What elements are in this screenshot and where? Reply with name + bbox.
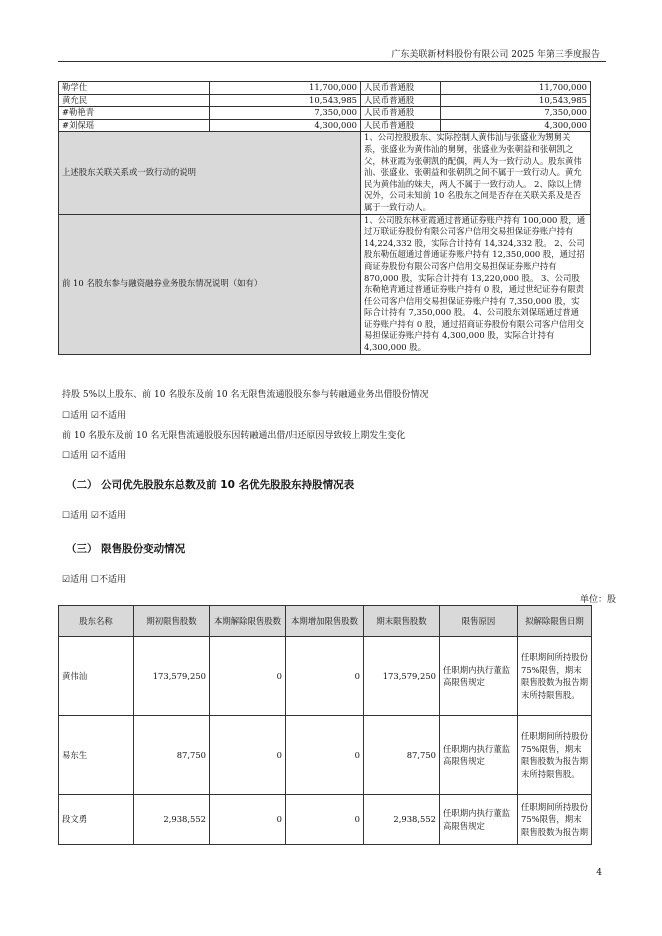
header-divider <box>58 61 606 62</box>
column-header: 限售原因 <box>440 606 518 637</box>
release-date: 任职期间所持股份 75%限售，期末限售股数为报告期 <box>518 795 592 845</box>
share-type: 人民币普通股 <box>361 107 441 120</box>
start-restricted: 2,938,552 <box>134 795 210 845</box>
holder-name: 黄伟汕 <box>59 637 134 716</box>
top-holders-table <box>58 81 591 355</box>
release-date: 任职期间所持股份 75%限售，期末限售股数为报告期末所持限售股。 <box>518 716 592 795</box>
holder-name: #刘保瑶 <box>59 119 210 132</box>
share-type: 人民币普通股 <box>361 94 441 107</box>
table-row <box>59 795 592 845</box>
column-header: 期初限售股数 <box>134 606 210 637</box>
section-3-option: ☑适用 ☐不适用 <box>62 575 126 585</box>
table-row <box>59 107 591 120</box>
restriction-reason: 任职期内执行董监高限售规定 <box>440 637 518 716</box>
relation-text: 1、公司控股股东、实际控制人黄伟汕与张盛业为甥舅关系，张盛业为黄伟汕的舅舅，张盛业为张朝益和张朝凯之父，林亚霞为张朝凯的配偶，两人为一致行动人。股东黄伟汕、张盛业、张朝益和张朝凯之间不属于一致行动人。黄允民为黄伟汕的妹夫，两人不属于一致行动人。 2、除以上情况外，公司未知前 10 名股东之间是否存在关联关系及是否属于一致行动人。 <box>361 132 591 214</box>
table-row <box>59 716 592 795</box>
share-type-qty: 4,300,000 <box>441 119 591 132</box>
holder-name: 黄允民 <box>59 94 210 107</box>
share-type-qty: 11,700,000 <box>441 82 591 95</box>
column-header: 本期增加限售股数 <box>286 606 364 637</box>
holder-name: 勒学仕 <box>59 82 210 95</box>
column-header: 股东名称 <box>59 606 134 637</box>
table-row <box>59 637 592 716</box>
holder-qty: 4,300,000 <box>210 119 361 132</box>
holder-qty: 10,543,985 <box>210 94 361 107</box>
released-restricted: 0 <box>210 795 286 845</box>
released-restricted: 0 <box>210 637 286 716</box>
change-note: 前 10 名股东及前 10 名无限售流通股股东因转融通出借/归还原因导致较上期发生变化 <box>62 431 406 441</box>
restricted-shares-table <box>58 605 592 845</box>
end-restricted: 87,750 <box>364 716 440 795</box>
share-type-qty: 10,543,985 <box>441 94 591 107</box>
lend-note: 持股 5%以上股东、前 10 名股东及前 10 名无限售流通股股东参与转融通业务出借股份情况 <box>62 390 429 400</box>
holder-name: 段文勇 <box>59 795 134 845</box>
holder-name: 易东生 <box>59 716 134 795</box>
end-restricted: 2,938,552 <box>364 795 440 845</box>
table-header-row <box>59 606 592 637</box>
added-restricted: 0 <box>286 637 364 716</box>
holder-name: #勒艳青 <box>59 107 210 120</box>
released-restricted: 0 <box>210 716 286 795</box>
section-2-title: （二） 公司优先股股东总数及前 10 名优先股股东持股情况表 <box>66 479 355 491</box>
table-row <box>59 94 591 107</box>
page-number: 4 <box>596 868 602 878</box>
table-row <box>59 119 591 132</box>
margin-text: 1、公司股东林亚霞通过普通证券账户持有 100,000 股，通过万联证券股份有限公司客户信用交易担保证券账户持有 14,224,332 股，实际合计持有 14,324,332 股。 2、公司股东勒伍超通过普通证券账户持有 12,350,000 股，通过招商证券股份有限公司客户信用交易担保证券账户持有 870,000 股，实际合计持有 13,220,000 股。 3、公司股东勒艳青通过普通证券账户持有 0 股，通过世纪证券有限责任公司客户信用交易担保证券账户持有 7,350,000 股，实际合计持有 7,350,000 股。 4、公司股东刘保瑶通过普通证券账户持有 0 股，通过招商证券股份有限公司客户信用交易担保证券账户持有 4,300,000 股，实际合计持有 4,300,000 股。 <box>361 214 591 354</box>
start-restricted: 87,750 <box>134 716 210 795</box>
column-header: 本期解除限售股数 <box>210 606 286 637</box>
added-restricted: 0 <box>286 716 364 795</box>
margin-label: 前 10 名股东参与融资融券业务股东情况说明（如有） <box>59 214 361 354</box>
column-header: 期末限售股数 <box>364 606 440 637</box>
holder-qty: 11,700,000 <box>210 82 361 95</box>
margin-row <box>59 214 591 354</box>
section-2-option: ☐适用 ☑不适用 <box>62 511 126 521</box>
relation-label: 上述股东关联关系或一致行动的说明 <box>59 132 361 214</box>
section-3-title: （三） 限售股份变动情况 <box>66 543 186 555</box>
report-header: 广东美联新材料股份有限公司 2025 年第三季度报告 <box>391 50 600 60</box>
holder-qty: 7,350,000 <box>210 107 361 120</box>
change-option: ☐适用 ☑不适用 <box>62 451 126 461</box>
share-type-qty: 7,350,000 <box>441 107 591 120</box>
restriction-reason: 任职期内执行董监高限售规定 <box>440 795 518 845</box>
share-type: 人民币普通股 <box>361 119 441 132</box>
start-restricted: 173,579,250 <box>134 637 210 716</box>
lend-option: ☐适用 ☑不适用 <box>62 411 126 421</box>
share-type: 人民币普通股 <box>361 82 441 95</box>
unit-label: 单位：股 <box>579 595 616 605</box>
relation-row <box>59 132 591 214</box>
release-date: 任职期间所持股份 75%限售，期末限售股数为报告期末所持限售股。 <box>518 637 592 716</box>
end-restricted: 173,579,250 <box>364 637 440 716</box>
column-header: 拟解除限售日期 <box>518 606 592 637</box>
table-row <box>59 82 591 95</box>
added-restricted: 0 <box>286 795 364 845</box>
restriction-reason: 任职期内执行董监高限售规定 <box>440 716 518 795</box>
